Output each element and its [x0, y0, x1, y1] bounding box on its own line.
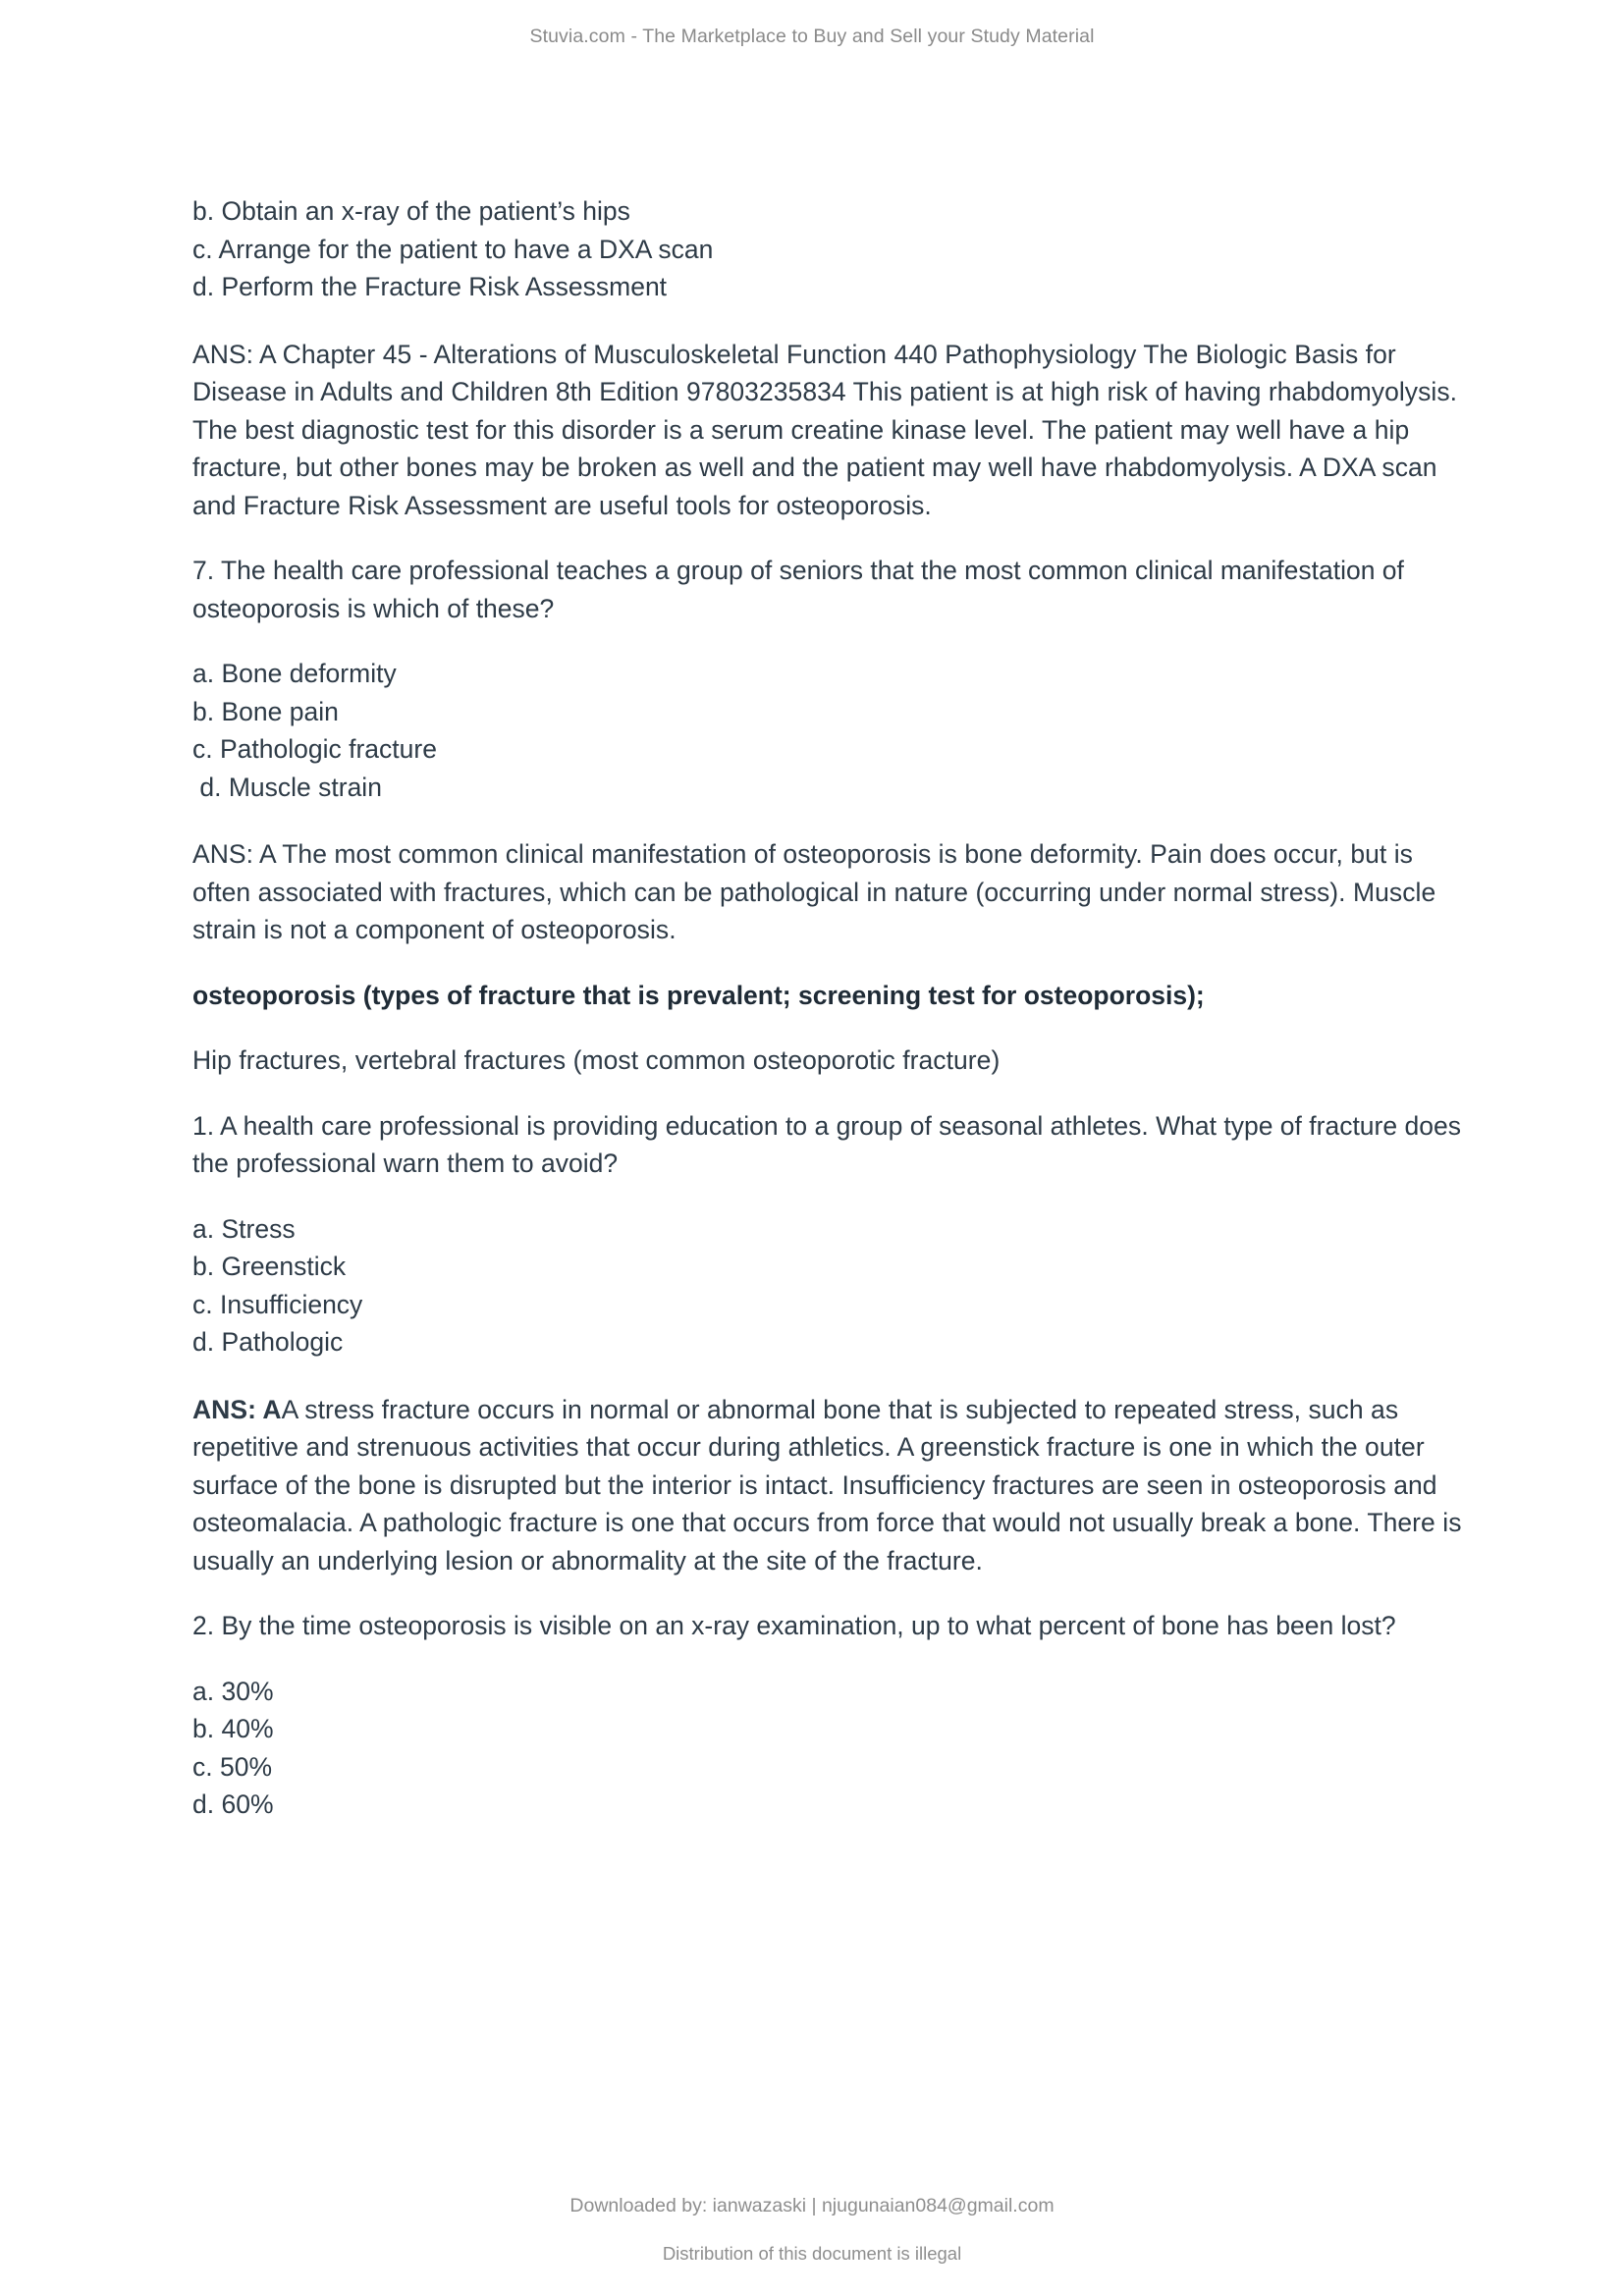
- option-item: b. Greenstick: [192, 1252, 347, 1281]
- question-7-options-list: [192, 655, 1466, 806]
- answer-body-text: A stress fracture occurs in normal or abnormal bone that is subjected to repeated stress, such as repetitive and strenuous activities that occur during athletics. A greenstick fracture is one in which the outer surface of the bone is disrupted but the interior is intact. Insufficiency fractures are seen in osteoporosis and osteomalacia. A pathologic fracture is one that occurs from force that would not usually break a bone. There is usually an underlying lesion or abnormality at the site of the fracture.: [192, 1394, 1462, 1575]
- option-item: d. Perform the Fracture Risk Assessment: [192, 272, 668, 301]
- option-item: a. Stress: [192, 1213, 296, 1244]
- answer-paragraph-2: ANS: A The most common clinical manifestation of osteoporosis is bone deformity. Pain does occur, but is often associated with fractures, which can be pathological in nature (occurring under normal stress). Muscle strain is not a component of osteoporosis.: [192, 839, 1436, 944]
- option-item: a. Bone deformity: [192, 659, 397, 688]
- option-item: b. Obtain an x-ray of the patient’s hips: [192, 196, 630, 226]
- option-item: c. Pathologic fracture: [192, 734, 437, 764]
- question-2-options-list: [192, 1673, 1466, 1824]
- footer-distribution-notice: Distribution of this document is illegal: [662, 2243, 962, 2264]
- document-content: [192, 192, 1466, 1853]
- site-header: Stuvia.com - The Marketplace to Buy and Sell your Study Material: [529, 26, 1095, 47]
- top-options-list: [192, 192, 1466, 306]
- section-heading-osteoporosis: osteoporosis (types of fracture that is prevalent; screening test for osteoporosis);: [192, 980, 1205, 1010]
- option-item: b. Bone pain: [192, 696, 339, 726]
- answer-label-bold: ANS: A: [192, 1394, 282, 1424]
- answer-paragraph-1: ANS: A Chapter 45 - Alterations of Musculoskeletal Function 440 Pathophysiology The Biologic Basis for Disease in Adults and Children 8th Edition 97803235834 This patient is at high risk of having rhabdomyolysis. The best diagnostic test for this disorder is a serum creatine kinase level. The patient may well have a hip fracture, but other bones may be broken as well and the patient may well have rhabdomyolysis. A DXA scan and Fracture Risk Assessment are useful tools for osteoporosis.: [192, 339, 1458, 520]
- question-2: 2. By the time osteoporosis is visible on an x-ray examination, up to what percent of bone has been lost?: [192, 1611, 1396, 1640]
- option-item: d. 60%: [192, 1789, 274, 1819]
- option-item: c. 50%: [192, 1751, 273, 1782]
- option-item: c. Insufficiency: [192, 1289, 363, 1319]
- question-1: 1. A health care professional is providing education to a group of seasonal athletes. What type of fracture does the professional warn them to avoid?: [192, 1110, 1461, 1178]
- fracture-types-line: Hip fractures, vertebral fractures (most common osteoporotic fracture): [192, 1045, 1001, 1075]
- option-item: d. Muscle strain: [192, 772, 382, 802]
- option-item: c. Arrange for the patient to have a DXA scan: [192, 234, 714, 264]
- option-item: b. 40%: [192, 1714, 274, 1743]
- question-7: 7. The health care professional teaches a group of seniors that the most common clinical manifestation of osteoporosis is which of these?: [192, 556, 1404, 623]
- option-item: a. 30%: [192, 1676, 274, 1706]
- answer-paragraph-3: [192, 1391, 1466, 1580]
- question-1-options-list: [192, 1210, 1466, 1362]
- option-item: d. Pathologic: [192, 1327, 344, 1357]
- footer-downloaded-by: Downloaded by: ianwazaski | njugunaian084@gmail.com: [569, 2195, 1055, 2216]
